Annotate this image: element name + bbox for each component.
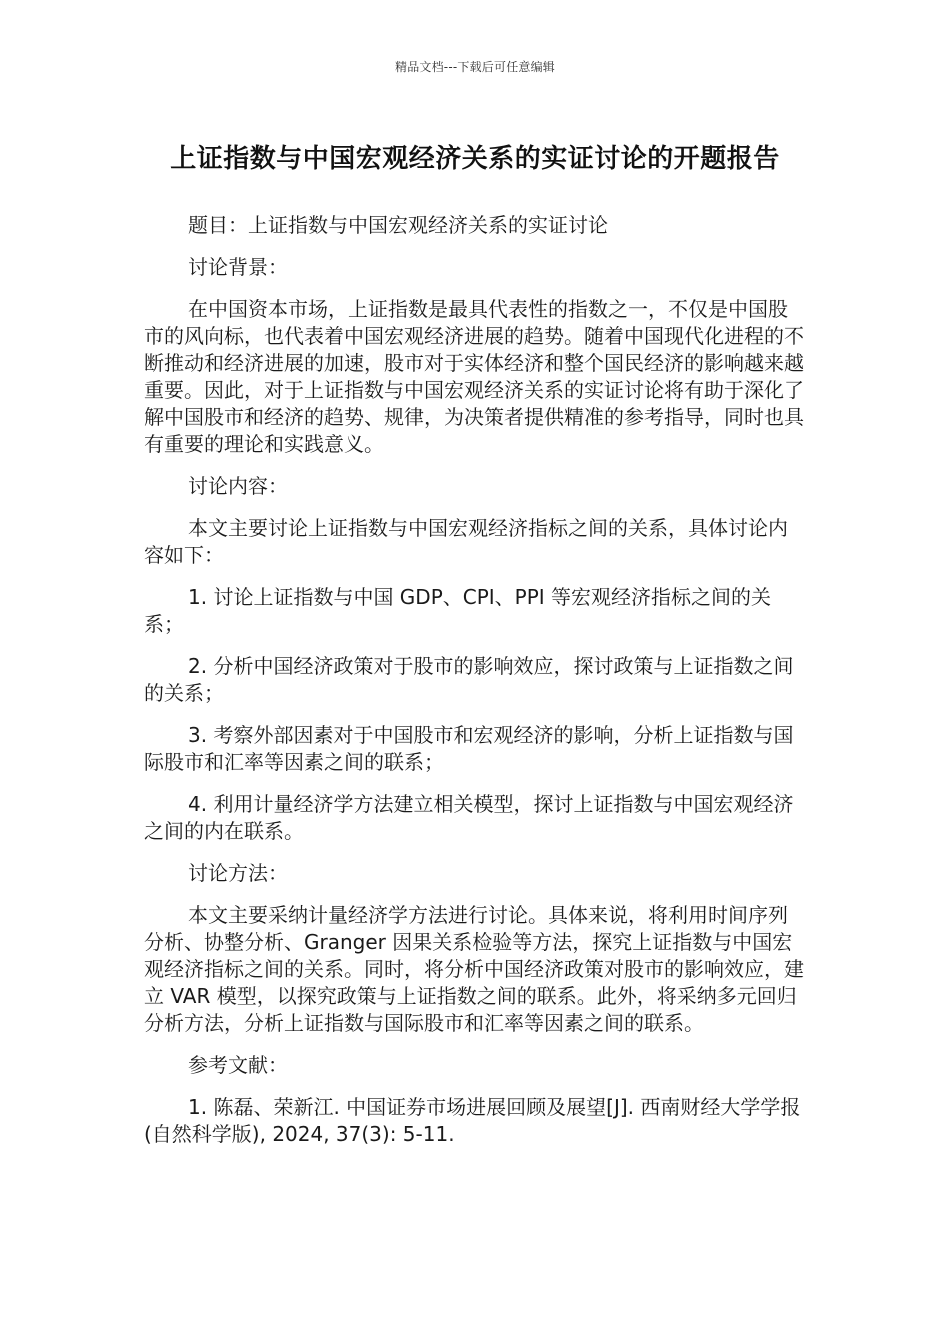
method-paragraph: 本文主要采纳计量经济学方法进行讨论。具体来说，将利用时间序列分析、协整分析、Granger 因果关系检验等方法，探究上证指数与中国宏观经济指标之间的关系。同时，将分析中国经济政策对股市的影响效应，建立 VAR 模型，以探究政策与上证指数之间的联系。此外，将采纳多元回归分析方法，分析上证指数与国际股市和汇率等因素之间的联系。 [144, 903, 804, 1035]
document-body [144, 212, 806, 1148]
content-list-item: 1. 讨论上证指数与中国 GDP、CPI、PPI 等宏观经济指标之间的关系； [144, 585, 772, 636]
content-list-item: 3. 考察外部因素对于中国股市和宏观经济的影响，分析上证指数与国际股市和汇率等因素之间的联系； [144, 723, 794, 774]
content-intro-paragraph: 本文主要讨论上证指数与中国宏观经济指标之间的关系，具体讨论内容如下： [144, 516, 788, 567]
content-list-item: 2. 分析中国经济政策对于股市的影响效应，探讨政策与上证指数之间的关系； [144, 654, 794, 705]
reference-item: 1. 陈磊、荣新江. 中国证券市场进展回顾及展望[J]. 西南财经大学学报(自然科学版), 2024, 37(3): 5-11. [144, 1095, 801, 1146]
document-title: 上证指数与中国宏观经济关系的实证讨论的开题报告 [170, 144, 780, 174]
references-heading: 参考文献： [188, 1053, 288, 1077]
topic-line: 题目：上证指数与中国宏观经济关系的实证讨论 [188, 213, 608, 237]
content-heading: 讨论内容： [188, 474, 288, 498]
background-paragraph: 在中国资本市场，上证指数是最具代表性的指数之一，不仅是中国股市的风向标，也代表着中国宏观经济进展的趋势。随着中国现代化进程的不断推动和经济进展的加速，股市对于实体经济和整个国民经济的影响越来越重要。因此，对于上证指数与中国宏观经济关系的实证讨论将有助于深化了解中国股市和经济的趋势、规律，为决策者提供精准的参考指导，同时也具有重要的理论和实践意义。 [144, 297, 804, 456]
background-heading: 讨论背景： [188, 255, 288, 279]
method-heading: 讨论方法： [188, 861, 288, 885]
content-list-item: 4. 利用计量经济学方法建立相关模型，探讨上证指数与中国宏观经济之间的内在联系。 [144, 792, 794, 843]
page-header-watermark: 精品文档---下载后可任意编辑 [395, 60, 555, 74]
